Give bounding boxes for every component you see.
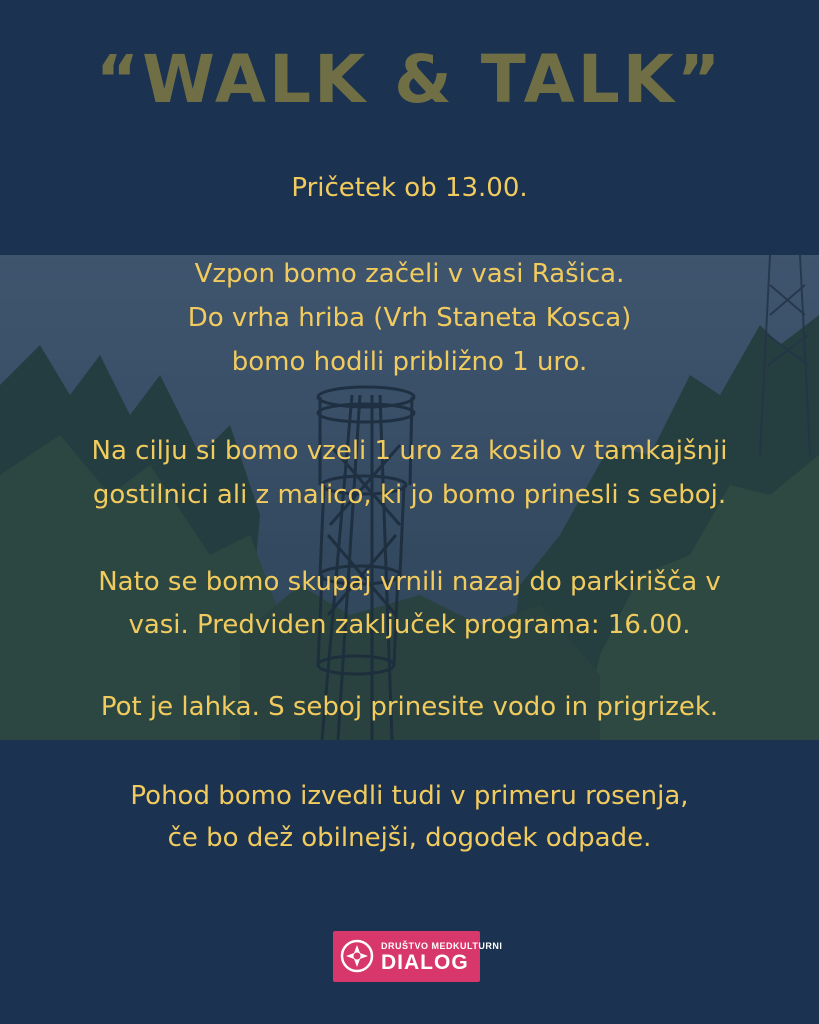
organization-logo <box>333 931 503 982</box>
logo-organization-name: DRUŠTVO MEDKULTURNI <box>381 941 503 951</box>
logo-wordmark: DIALOG <box>381 951 469 974</box>
path-info-text: Pot je lahka. S seboj prinesite vodo in prigrizek. <box>100 692 719 722</box>
route-line-1: Vzpon bomo začeli v vasi Rašica. <box>194 259 625 289</box>
route-line-2: Do vrha hriba (Vrh Staneta Kosca) <box>187 303 632 333</box>
lunch-line-2: gostilnici ali z malico, ki jo bomo prinesli s seboj. <box>92 480 727 510</box>
lunch-line-1: Na cilju si bomo vzeli 1 uro za kosilo v tamkajšnji <box>91 436 728 466</box>
weather-line-2: če bo dež obilnejši, dogodek odpade. <box>167 823 652 853</box>
start-time-text: Pričetek ob 13.00. <box>291 173 528 203</box>
return-line-2: vasi. Predviden zaključek programa: 16.00. <box>128 610 691 640</box>
logo-emblem-icon <box>340 939 374 973</box>
weather-line-1: Pohod bomo izvedli tudi v primeru rosenja, <box>130 781 689 811</box>
event-title: “WALK & TALK” <box>95 41 724 118</box>
route-line-3: bomo hodili približno 1 uro. <box>231 347 588 377</box>
return-line-1: Nato se bomo skupaj vrnili nazaj do parkirišča v <box>98 567 721 597</box>
